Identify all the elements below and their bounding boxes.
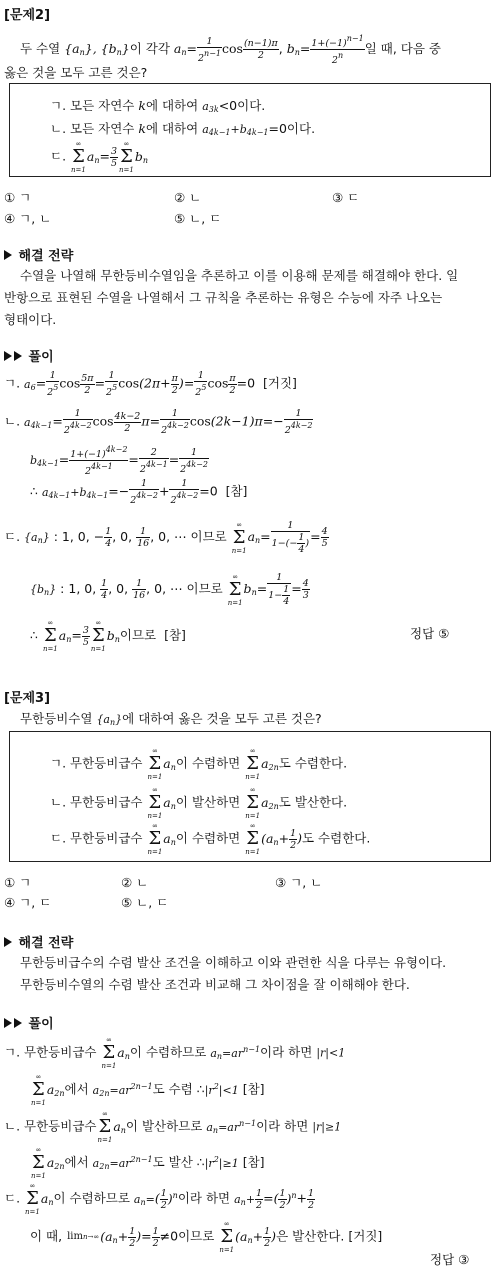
problem3-statement-g: ㄱ. 무한등비급수 ∞ Σ $n=1a_n$이 수렴하면 ∞ Σ $n=1a_{2n}$도 수렴한다. [50, 747, 348, 781]
choice-4: ④ ㄱ, ㄴ [4, 211, 52, 226]
triangle-icon [14, 1018, 22, 1028]
stmt-text: =0이다. [268, 121, 316, 136]
stmt-text: 도 수렴한다. [278, 755, 348, 771]
stmt-text: ㄴ. 모든 자연수 [50, 121, 135, 136]
intro-text: 무한등비수열 [20, 711, 93, 726]
p2-solution-n2: $b_{4k-1}=$ $\frac{1+(-1)^{4k-2}}{2^{4k-1}}$ = $\frac{2}{2^{4k-1}}$ = $\frac{1}{2^{4k-2}}$ [30, 445, 208, 477]
triangle-icon [4, 937, 12, 947]
choice-3: ③ ㄱ, ㄴ [275, 875, 323, 890]
stmt-text: ㄷ. [50, 148, 67, 164]
stmt-text: 에 대하여 [145, 98, 199, 113]
triangle-icon [4, 1018, 12, 1028]
problem3-strategy-line1: 무한등비급수의 수렴 발산 조건을 이해하고 이와 관련한 식을 다루는 유형이다. [20, 955, 447, 970]
problem3-strategy-title [4, 932, 73, 951]
choice-1: ① ㄱ [4, 875, 32, 890]
sol-text: 이 발산하므로 [125, 1118, 203, 1134]
sol-text: 이 때, [30, 1228, 63, 1244]
verdict-text: [참] [164, 627, 186, 643]
p3-solution-g1: ㄱ. 무한등비급수 ∞ Σ $n=1a_n$이 수렴하므로 $a_n=ar^{n-1}$이라 하면 |r|<1 [4, 1036, 346, 1070]
sol-text: ㄱ. 무한등비급수 [4, 1044, 97, 1060]
heading-text: 풀이 [28, 1017, 54, 1032]
p3-solution-d1: ㄷ. ∞ Σ $n=1a_n$이 수렴하므로 $a_n=$( $\frac{1}{2}$ )$^n$이라 하면 $a_n+$ $\frac{1}{2}$ =( $\frac{1}{2}$ )$^n$+ $\frac{1}{2}$ [4, 1182, 315, 1216]
choice-3: ③ ㄷ [332, 190, 360, 205]
sol-text: 에서 [64, 1081, 89, 1097]
p2-solution-d1: ㄷ. $\{a_n\}$ : 1, 0, − $\frac{1}{4}$ , 0, $\frac{1}{16}$ , 0, ⋯ 이므로 ∞ Σ $n=1a_n=$ 1 1−(− $\frac{1}{4}$ ) = $\frac{4}{5}$ [4, 520, 328, 555]
problem3-solution-title [4, 1013, 54, 1032]
p2-solution-d2: $\{b_n\}$ : 1, 0, $\frac{1}{4}$ , 0, $\frac{1}{16}$ , 0, ⋯ 이므로 ∞ Σ $n=1b_n=$ 1 1− $\frac{1}{4}$ = $\frac{4}{3}$ [30, 572, 309, 607]
p2-solution-d3: ∴ ∞ Σ $n=1a_n=$ $\frac{3}{5}$ ∞ Σ $n=1b_n$이므로 [참] [30, 619, 186, 653]
choice-5: ⑤ ㄴ, ㄷ [174, 211, 222, 226]
sol-text: 이라 하면 [260, 1044, 313, 1060]
problem2-strategy-line3: 형태이다. [4, 312, 57, 327]
sol-text: 이라 하면 [177, 1190, 231, 1206]
problem2-statement-d: ㄷ. ∞ Σ $n=1a_n=$ $\frac{3}{5}$ ∞ Σ $n=1b_n$ [50, 140, 149, 174]
triangle-icon [4, 250, 12, 260]
sol-text: 이므로 [178, 1228, 215, 1244]
sol-text: 도 수렴 [152, 1081, 193, 1097]
problem2-strategy-title [4, 245, 73, 264]
choice-5: ⑤ ㄴ, ㄷ [121, 895, 169, 910]
verdict-text: [거짓] [263, 375, 297, 391]
problem3-answer: 정답 ③ [430, 1252, 470, 1267]
text: 이므로 [119, 627, 157, 643]
stmt-text: 이 발산하면 [175, 794, 241, 810]
stmt-text: 이 수렴하면 [175, 830, 241, 846]
stmt-text: <0이다. [218, 98, 266, 113]
problem2-answer: 정답 ⑤ [410, 626, 450, 641]
problem3-strategy-line2: 무한등비수열의 수렴 발산 조건과 비교해 그 차이점을 잘 이해해야 한다. [20, 977, 410, 992]
stmt-text: ㄱ. 무한등비급수 [50, 755, 143, 771]
p2-solution-g: ㄱ. $a_6=$ $\frac{1}{2^5}$ cos $\frac{5\pi}{2}$ = $\frac{1}{2^5}$ cos(2π+ $\frac{\pi}{2}$ )= $\frac{1}{2^5}$ cos $\frac{\pi}{2}$ =0 [거짓] [4, 370, 297, 398]
problem2-strategy-line1: 수열을 나열해 무한등비수열임을 추론하고 이를 이용해 문제를 해결해야 한다. 일 [20, 268, 459, 283]
choice-2: ② ㄴ [174, 190, 202, 205]
sol-text: 이 수렴하므로 [53, 1190, 130, 1206]
problem2-intro-line2: 옳은 것을 모두 고른 것은? [4, 65, 148, 80]
sol-text: 도 발산 [152, 1154, 193, 1170]
intro-text: 일 때, 다음 중 [364, 41, 441, 56]
stmt-text: ㄷ. 무한등비급수 [50, 830, 143, 846]
p2-solution-n3: ∴ $a_{4k-1}+b_{4k-1}=-$ $\frac{1}{2^{4k-2}}$ + $\frac{1}{2^{4k-2}}$ =0 [참] [30, 478, 248, 506]
stmt-text: ㄴ. 무한등비급수 [50, 794, 143, 810]
sol-text: 이라 하면 [256, 1118, 309, 1134]
problem3-intro: 무한등비수열 $\{a_n\}$에 대하여 옳은 것을 모두 고른 것은? [20, 711, 322, 727]
p3-solution-n2: ∞ Σ $n=1a_{2n}$에서 $a_{2n}=ar^{2n-1}$도 발산 $\therefore|r^2|\ge 1$ [참] [31, 1146, 265, 1180]
problem2-intro-line1: 두 수열 $\{a_n\}$, $\{b_n\}$이 각각 $a_n=$ $\frac{1}{2^{n-1}}$ cos $\frac{(n-1)\pi}{2}$ , $b_n=$ $\frac{1+(-1)^{n-1}}{2^n}$ 일 때, 다음 중 [20, 34, 441, 66]
sol-text: 은 발산한다. [276, 1228, 345, 1244]
problem3-title: [문제3] [4, 691, 51, 706]
choice-4: ④ ㄱ, ㄷ [4, 895, 52, 910]
problem2-title: [문제2] [4, 8, 51, 23]
stmt-text: ㄱ. 모든 자연수 [50, 98, 135, 113]
choice-2: ② ㄴ [121, 875, 149, 890]
verdict-text: [참] [225, 483, 248, 499]
p2-solution-n1: ㄴ. $a_{4k-1}=$ $\frac{1}{2^{4k-2}}$ cos $\frac{4k-2}{2}$ π= $\frac{1}{2^{4k-2}}$ cos(2k−1)π=− $\frac{1}{2^{4k-2}}$ [4, 408, 313, 436]
p3-solution-g2: ∞ Σ $n=1a_{2n}$에서 $a_{2n}=ar^{2n-1}$도 수렴 $\therefore|r^2|<1$ [참] [31, 1073, 265, 1107]
triangle-icon [4, 351, 12, 361]
problem3-statement-n: ㄴ. 무한등비급수 ∞ Σ $n=1a_n$이 발산하면 ∞ Σ $n=1a_{2n}$도 발산한다. [50, 786, 348, 820]
problem3-statement-d: ㄷ. 무한등비급수 ∞ Σ $n=1a_n$이 수렴하면 ∞ Σ $n=1(a_n+$ $\frac{1}{2}$ )도 수렴한다. [50, 822, 371, 856]
stmt-text: 도 발산한다. [278, 794, 348, 810]
choice-1: ① ㄱ [4, 190, 32, 205]
text: 이므로 [190, 529, 227, 544]
p3-solution-n1: ㄴ. 무한등비급수∞ Σ $n=1a_n$이 발산하므로 $a_n=ar^{n-1}$이라 하면 |r|≥1 [4, 1110, 342, 1144]
text: 이므로 [186, 581, 223, 596]
heading-text: 해결 전략 [18, 249, 74, 264]
problem2-solution-title [4, 346, 54, 365]
triangle-icon [14, 351, 22, 361]
problem2-strategy-line2: 반항으로 표현된 수열을 나열해서 그 규칙을 추론하는 유형은 수능에 자주 나오는 [4, 290, 443, 305]
intro-text: 에 대하여 옳은 것을 모두 고른 것은? [122, 711, 322, 726]
heading-text: 해결 전략 [18, 936, 74, 951]
sol-text: ㄷ. [4, 1190, 21, 1206]
intro-text: 두 수열 [20, 41, 61, 56]
stmt-text: 이 수렴하면 [175, 755, 241, 771]
stmt-text: 에 대하여 [145, 121, 199, 136]
intro-text: 이 각각 [129, 41, 170, 56]
verdict-text: [참] [242, 1154, 265, 1170]
sol-text: ㄴ. 무한등비급수 [4, 1118, 97, 1134]
p3-solution-d2: 이 때, $\lim n\to\infty(a_n+$ $\frac{1}{2}$ )= $\frac{1}{2}$ ≠0이므로 ∞ Σ $n=1(a_n+$ $\frac{1}{2}$ )은 발산한다. [거짓] [30, 1220, 383, 1254]
problem2-statement-n: ㄴ. 모든 자연수 k에 대하여 $a_{4k-1}+b_{4k-1}=0$이다. [50, 121, 316, 137]
problem2-statement-g: ㄱ. 모든 자연수 k에 대하여 $a_{3k}<0$이다. [50, 98, 266, 114]
verdict-text: [참] [242, 1081, 265, 1097]
stmt-text: 도 수렴한다. [302, 830, 371, 846]
sol-text: 에서 [64, 1154, 89, 1170]
heading-text: 풀이 [28, 350, 54, 365]
sol-text: 이 수렴하므로 [129, 1044, 207, 1060]
verdict-text: [거짓] [348, 1228, 383, 1244]
